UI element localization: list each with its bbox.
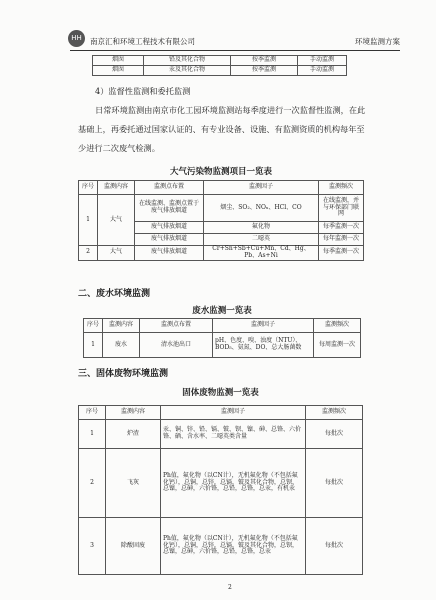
continued-table bbox=[92, 55, 347, 76]
section-heading: 三、固体废物环境监测 bbox=[78, 369, 169, 379]
table-header-row: 序号 监测内容 监测因子 监测频次 bbox=[79, 406, 363, 420]
section-heading: 4）监督性监测和委托监测 bbox=[95, 86, 191, 96]
document-title: 环境监测方案 bbox=[355, 37, 400, 46]
solid-table-title: 固体废物监测一览表 bbox=[182, 388, 259, 398]
table-row: 1 炉渣 汞、铜、锌、铅、镉、铍、钡、镍、砷、总铬、六价铬、硒、含水率、二噁英类含量 每批次 bbox=[79, 420, 363, 449]
page-number: 2 bbox=[228, 584, 232, 591]
air-table-title: 大气污染物监测项目一览表 bbox=[169, 167, 272, 177]
table-header-row: 序号 监测内容 监测点布置 监测因子 监测频次 bbox=[84, 319, 361, 333]
section-heading: 二、废水环境监测 bbox=[78, 289, 151, 299]
body-paragraph: 日常环境监测由南京市化工园环境监测站每季度进行一次监督性监测，在此基础上，再委托通过国家认证的、有专业设备、设施、有监测资质的机构每年至少进行二次废气检测。 bbox=[78, 105, 366, 153]
solid-waste-monitoring-table bbox=[78, 405, 363, 575]
table-row: 烟囱 汞及其化合物 按季监测 手动监测 bbox=[93, 66, 347, 76]
table-row: 3 除酸固废 Ph值，氟化物（以CN计），无机氟化物（不包括氟化钙），总铜，总锌，总镉，铍及其化合物，总钡，总镍，总砷，六价铬，总铅，总铬，总汞 每批次 bbox=[79, 518, 363, 575]
company-logo: HH bbox=[68, 30, 85, 47]
table-row: 1 大气 在线监测、监测点置于废气排放烟道 烟尘、SO₂、NOₓ、HCl、CO 在线监测，并与环保部门联网 bbox=[79, 195, 364, 222]
page-header bbox=[70, 30, 400, 50]
header-rule bbox=[70, 50, 400, 51]
table-row: 废气排放烟道 氟化物 每季监测一次 bbox=[79, 222, 364, 234]
water-monitoring-table bbox=[83, 318, 361, 358]
table-row: 2 飞灰 Ph值，氟化物（以CN计），无机氟化物（不包括氟化钙），总铜，总锌，总镉，铍及其化合物，总钡，总镍，总砷，六价铬，总铅，总铬，总汞，有机汞 每批次 bbox=[79, 449, 363, 518]
table-row: 2 大气 废气排放烟道 Cr+Sn+Sb+Cu+Mn、Cd、Hg、Pb、As+Ni 每季监测一次 bbox=[79, 246, 364, 261]
company-name: 南京汇和环境工程技术有限公司 bbox=[90, 37, 195, 46]
table-header-row: 序号 监测内容 监测点布置 监测因子 监测频次 bbox=[79, 181, 364, 195]
air-monitoring-table bbox=[78, 180, 364, 261]
table-row: 废气排放烟道 二噁英 每年监测一次 bbox=[79, 234, 364, 246]
table-row: 1 废水 清水池出口 pH、色度、嗅、浊度（NTU）、BOD₅、氨氮、DO、总大肠菌数 每周监测一次 bbox=[84, 333, 361, 358]
table-row: 烟囱 铅及其化合物 按季监测 手动监测 bbox=[93, 56, 347, 66]
water-table-title: 废水监测一览表 bbox=[192, 306, 252, 316]
